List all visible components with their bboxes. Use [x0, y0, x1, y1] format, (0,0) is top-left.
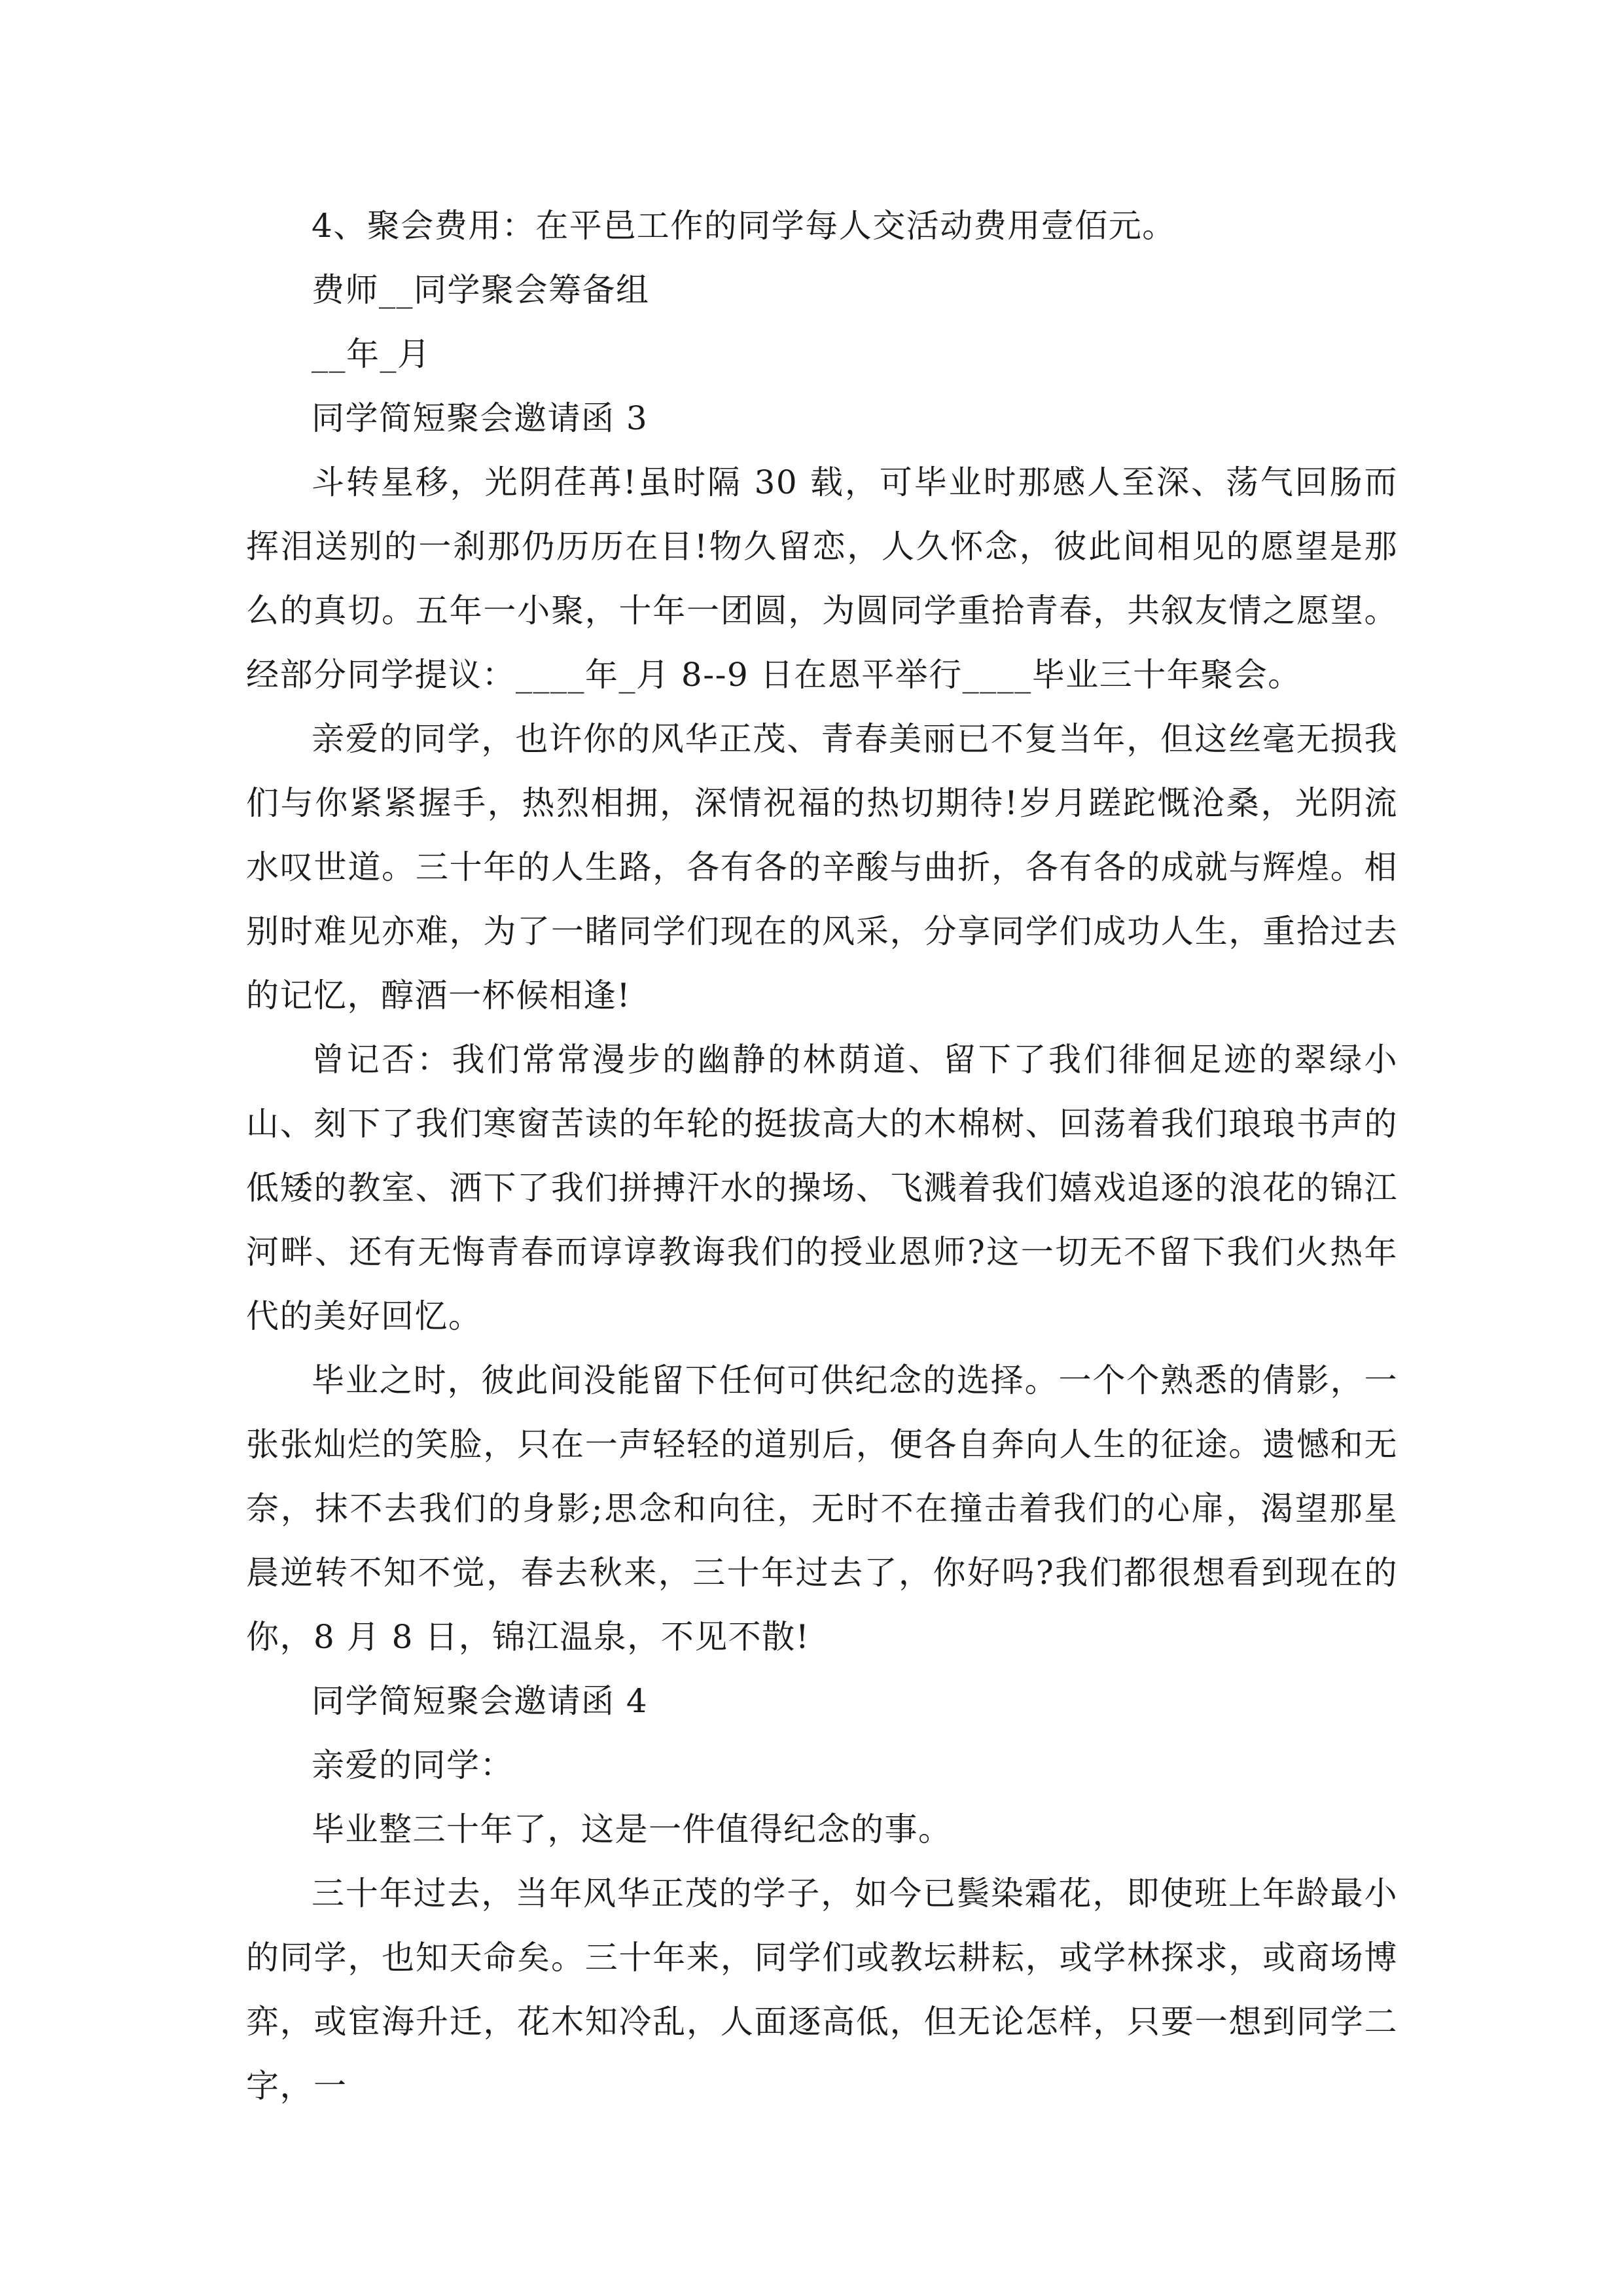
document-body	[246, 194, 1398, 2118]
paragraph-body: 曾记否：我们常常漫步的幽静的林荫道、留下了我们徘徊足迹的翠绿小山、刻下了我们寒窗苦读的年轮的挺拔高大的木棉树、回荡着我们琅琅书声的低矮的教室、洒下了我们拼搏汗水的操场、飞溅着我们嬉戏追逐的浪花的锦江河畔、还有无悔青春而谆谆教诲我们的授业恩师?这一切无不留下我们火热年代的美好回忆。	[246, 1041, 1398, 1335]
paragraph-body: 三十年过去，当年风华正茂的学子，如今已鬓染霜花，即使班上年龄最小的同学，也知天命矣。三十年来，同学们或教坛耕耘，或学林探求，或商场博弈，或宦海升迁，花木知冷乱，人面逐高低，但无论怎样，只要一想到同学二字，一	[246, 1874, 1398, 2105]
section-heading-3: 同学简短聚会邀请函 3	[312, 399, 649, 437]
paragraph-salutation: 亲爱的同学：	[312, 1746, 514, 1784]
paragraph-body: 毕业整三十年了，这是一件值得纪念的事。	[312, 1810, 952, 1848]
paragraph-body: 亲爱的同学，也许你的风华正茂、青春美丽已不复当年，但这丝毫无损我们与你紧紧握手，热烈相拥，深情祝福的热切期待!岁月蹉跎慨沧桑，光阴流水叹世道。三十年的人生路，各有各的辛酸与曲折，各有各的成就与辉煌。相别时难见亦难，为了一睹同学们现在的风采，分享同学们成功人生，重拾过去的记忆，醇酒一杯候相逢!	[246, 720, 1398, 1014]
paragraph-fee: 4、聚会费用：在平邑工作的同学每人交活动费用壹佰元。	[312, 207, 1176, 245]
paragraph-organizer: 费师__同学聚会筹备组	[312, 271, 650, 309]
section-heading-4: 同学简短聚会邀请函 4	[312, 1682, 649, 1720]
paragraph-date: __年_月	[312, 335, 431, 373]
paragraph-body: 毕业之时，彼此间没能留下任何可供纪念的选择。一个个熟悉的倩影，一张张灿烂的笑脸，只在一声轻轻的道别后，便各自奔向人生的征途。遗憾和无奈，抹不去我们的身影;思念和向往，无时不在撞击着我们的心扉，渴望那星晨逆转不知不觉，春去秋来，三十年过去了，你好吗?我们都很想看到现在的你，8 月 8 日，锦江温泉，不见不散!	[246, 1361, 1398, 1656]
paragraph-body: 斗转星移，光阴荏苒!虽时隔 30 载，可毕业时那感人至深、荡气回肠而挥泪送别的一刹那仍历历在目!物久留恋，人久怀念，彼此间相见的愿望是那么的真切。五年一小聚，十年一团圆，为圆同学重拾青春，共叙友情之愿望。经部分同学提议：____年_月 8--9 日在恩平举行____毕业三十年聚会。	[246, 463, 1398, 694]
